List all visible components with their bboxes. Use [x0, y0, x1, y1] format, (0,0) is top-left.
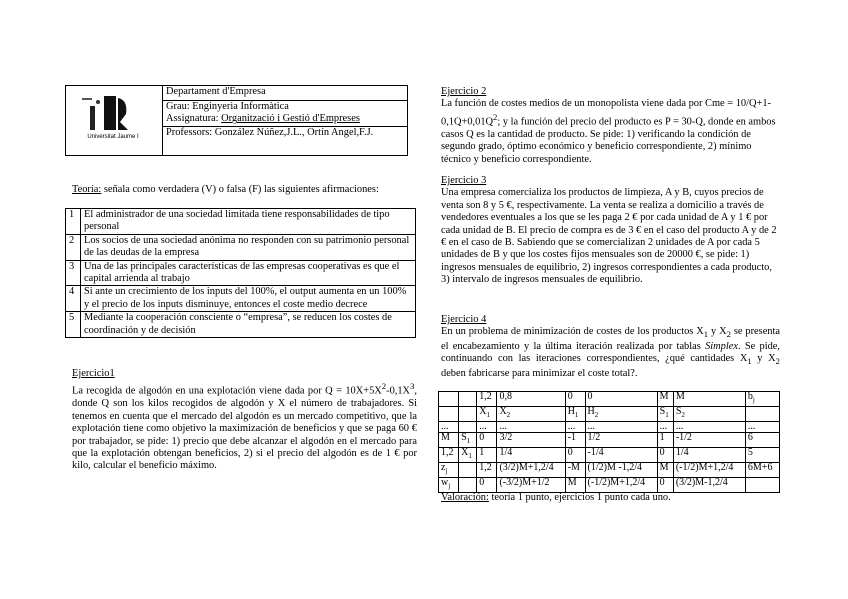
simplex-cell: $S_1$ — [657, 406, 673, 421]
simplex-row — [439, 448, 780, 463]
exercise-2 — [441, 86, 780, 166]
simplex-cell: M — [657, 462, 673, 477]
simplex-cell: M — [657, 392, 673, 407]
simplex-cell: $H_1$ — [565, 406, 585, 421]
professors-cell: Professors: González Núñez,J.L., Ortín Angel,F.J. — [163, 126, 408, 155]
simplex-cell: M — [439, 433, 459, 448]
theory-row — [66, 209, 416, 235]
ex4-part: . Se pide, continuando con las iteraciones correspondientes, ¿qué cantidades X — [441, 340, 780, 365]
simplex-cell: 1/4 — [673, 448, 745, 463]
exercise-1-title: Ejercicio1 — [72, 368, 115, 379]
simplex-cell: -1/2 — [673, 433, 745, 448]
exercise-4-text — [441, 326, 780, 380]
ex4-part: se presenta el encabezamiento y la última iteración realizada por tablas — [441, 326, 780, 352]
simplex-cell: 5 — [745, 448, 779, 463]
simplex-cell: 6 — [745, 433, 779, 448]
simplex-cell: (3/2)M-1,2/4 — [673, 477, 745, 492]
department-cell: Departament d'Empresa — [163, 86, 408, 101]
simplex-cell: ... — [657, 421, 673, 433]
ex4-italic: Simplex — [705, 340, 738, 352]
subject-name: Organització i Gestió d'Empreses — [221, 113, 360, 125]
theory-num: 3 — [66, 260, 81, 286]
exercise-3-title: Ejercicio 3 — [441, 175, 487, 186]
simplex-cell: 1 — [657, 433, 673, 448]
ex4-part: y X — [751, 353, 776, 365]
ex4-part: deben fabricarse para minimizar el coste total?. — [441, 367, 638, 379]
simplex-cell: $X_1$ — [459, 448, 477, 463]
ex4-part: En un problema de minimización de costes de los productos X — [441, 326, 704, 338]
simplex-cell — [459, 477, 477, 492]
exercise-2-title: Ejercicio 2 — [441, 86, 487, 97]
ex4-sub: 1 — [747, 356, 752, 367]
theory-statement: El administrador de una sociedad limitada tiene responsabilidades de tipo personal — [81, 209, 416, 235]
simplex-cell: ... — [497, 421, 565, 433]
exercise-1-text — [72, 380, 417, 472]
simplex-cell: 1,2 — [477, 462, 497, 477]
simplex-cell — [439, 392, 459, 407]
grading-text: teoría 1 punto, ejercicios 1 punto cada uno. — [488, 492, 671, 503]
simplex-row — [439, 462, 780, 477]
theory-statement: Una de las principales características de las empresas cooperativas es que el capital arrienda al trabajo — [81, 260, 416, 286]
simplex-cell: 3/2 — [497, 433, 565, 448]
exercise-3-text: Una empresa comercializa los productos de limpieza, A y B, cuyos precios de venta son 8 y 5 €, respectivamente. La venta se realiza a domicilio a través de vendedores eventuales a los que se les paga 2 € por cada unidad de A y 1 € por cada unidad de B. El precio de compra es de 3 € en el caso del producto A y de 2 € en el caso de B. Sabiendo que se comercializan 2 unidades de A por cada 5 unidades de B y que los costes fijos mensuales son de 20000 €, se pide: 1) ingresos mensuales de equilibrio, 2) ingresos correspondientes a cada producto, 3) intervalo de ingresos mensuales de equilibrio. — [441, 187, 777, 286]
simplex-row — [439, 433, 780, 448]
exercise-3 — [441, 175, 780, 287]
theory-num: 5 — [66, 312, 81, 338]
ex1-sup: 2 — [381, 381, 387, 392]
simplex-cell: 0 — [565, 448, 585, 463]
degree-cell — [163, 101, 408, 127]
ex1-sup: 3 — [410, 381, 415, 392]
simplex-cell: 0 — [477, 477, 497, 492]
theory-statement: Los socios de una sociedad anónima no responden con su patrimonio personal de las deudas de la empresa — [81, 234, 416, 260]
exercise-1 — [72, 368, 417, 473]
ex1-part: La recogida de algodón en una explotación viene dada por Q = 10X+5X — [72, 385, 382, 397]
theory-intro — [72, 184, 417, 196]
simplex-cell: $H_2$ — [585, 406, 657, 421]
simplex-cell: (-1/2)M+1,2/4 — [585, 477, 657, 492]
simplex-cell: (-3/2)M+1/2 — [497, 477, 565, 492]
ex4-sub: 1 — [703, 329, 709, 340]
simplex-cell: 1,2 — [439, 448, 459, 463]
simplex-cell: 0 — [477, 433, 497, 448]
simplex-row — [439, 406, 780, 421]
simplex-row — [439, 421, 780, 433]
simplex-cell: ... — [439, 421, 459, 433]
logo-text: Universitat Jaume I — [87, 134, 139, 140]
simplex-cell: ... — [673, 421, 745, 433]
simplex-cell — [459, 392, 477, 407]
simplex-row — [439, 477, 780, 492]
subject-prefix: Assignatura: — [166, 113, 222, 125]
ex1-part: -0,1X — [386, 385, 411, 397]
simplex-cell: 1,2 — [477, 392, 497, 407]
ex2-part: ; y la función del precio del producto es P = 30-Q, donde en ambos casos Q es la cantidad de producto. Se pide: 1) verificando la condición de segundo grado, óptimo económico y beneficio correspondiente, 2) mínimo técnico y beneficio correspondiente. — [441, 116, 776, 165]
simplex-cell: M — [673, 392, 745, 407]
theory-num: 4 — [66, 286, 81, 312]
simplex-cell: $X_1$ — [477, 406, 497, 421]
simplex-cell: (3/2)M+1,2/4 — [497, 462, 565, 477]
simplex-row — [439, 392, 780, 407]
theory-row — [66, 260, 416, 286]
degree: Grau: Enginyeria Informàtica — [166, 101, 289, 112]
simplex-cell: 1 — [477, 448, 497, 463]
ex4-part: y X — [708, 326, 727, 338]
simplex-cell: $z_j$ — [439, 462, 459, 477]
simplex-cell — [459, 421, 477, 433]
simplex-cell: -1 — [565, 433, 585, 448]
theory-row — [66, 286, 416, 312]
ex2-sup: 2 — [493, 111, 498, 122]
ex2-part: La función de costes medios de un monopolista viene dada por Cme = 10/Q+1-0,1Q+0,01Q — [441, 98, 772, 128]
theory-table — [65, 208, 416, 338]
simplex-table — [438, 391, 780, 493]
ex1-part: , donde Q son los kilos recogidos de algodón y X el número de trabajadores. Si tenemos en cuenta que el mercado del algodón es un mercado competitivo, que la explotación tiene como objetivo la maximización de beneficios y que se paga 60 € por trabajador, se pide: 1) precio que debe alcanzar el algodón en el mercado para que la explotación obtengan beneficios, 2) si el precio del algodón es de 1 € por kilo, calcular el beneficio máximo. — [72, 385, 417, 472]
simplex-cell — [459, 406, 477, 421]
simplex-cell: $S_1$ — [459, 433, 477, 448]
simplex-cell — [439, 406, 459, 421]
simplex-cell: 1/4 — [497, 448, 565, 463]
theory-row — [66, 312, 416, 338]
simplex-cell: ... — [477, 421, 497, 433]
theory-statement: Mediante la cooperación consciente o “empresa”, se reducen los costes de coordinación y de decisión — [81, 312, 416, 338]
simplex-cell — [459, 462, 477, 477]
simplex-cell: -1/4 — [585, 448, 657, 463]
exercise-4-title: Ejercicio 4 — [441, 314, 487, 325]
logo-icon — [68, 88, 158, 152]
simplex-cell: -M — [565, 462, 585, 477]
simplex-cell — [745, 477, 779, 492]
simplex-cell: 1/2 — [585, 433, 657, 448]
simplex-cell: 0 — [657, 477, 673, 492]
simplex-cell: 0 — [585, 392, 657, 407]
theory-title: Teoría: — [72, 184, 102, 195]
simplex-cell: ... — [585, 421, 657, 433]
theory-row — [66, 234, 416, 260]
simplex-cell: (1/2)M -1,2/4 — [585, 462, 657, 477]
ex4-sub: 2 — [726, 329, 731, 340]
exercise-4 — [441, 314, 780, 380]
simplex-cell: 0 — [657, 448, 673, 463]
simplex-cell: 0,8 — [497, 392, 565, 407]
simplex-cell: (-1/2)M+1,2/4 — [673, 462, 745, 477]
simplex-cell: $b_j$ — [745, 392, 779, 407]
simplex-cell: 6M+6 — [745, 462, 779, 477]
theory-num: 1 — [66, 209, 81, 235]
simplex-cell: $S_2$ — [673, 406, 745, 421]
simplex-cell: ... — [565, 421, 585, 433]
exercise-2-text — [441, 98, 780, 166]
ex4-sub: 2 — [775, 356, 780, 367]
grading — [441, 492, 780, 504]
university-logo — [68, 88, 158, 152]
theory-statement: Si ante un crecimiento de los inputs del 100%, el output aumenta en un 100% y el precio de los inputs disminuye, entonces el coste medio decrece — [81, 286, 416, 312]
simplex-cell: $w_j$ — [439, 477, 459, 492]
simplex-cell: M — [565, 477, 585, 492]
header-table — [65, 85, 408, 156]
theory-num: 2 — [66, 234, 81, 260]
simplex-cell: ... — [745, 421, 779, 433]
theory-instructions: señala como verdadera (V) o falsa (F) las siguientes afirmaciones: — [101, 184, 379, 195]
simplex-cell: 0 — [565, 392, 585, 407]
logo-cell — [66, 86, 163, 156]
simplex-cell: $X_2$ — [497, 406, 565, 421]
simplex-cell — [745, 406, 779, 421]
grading-title: Valoración: — [441, 492, 489, 503]
